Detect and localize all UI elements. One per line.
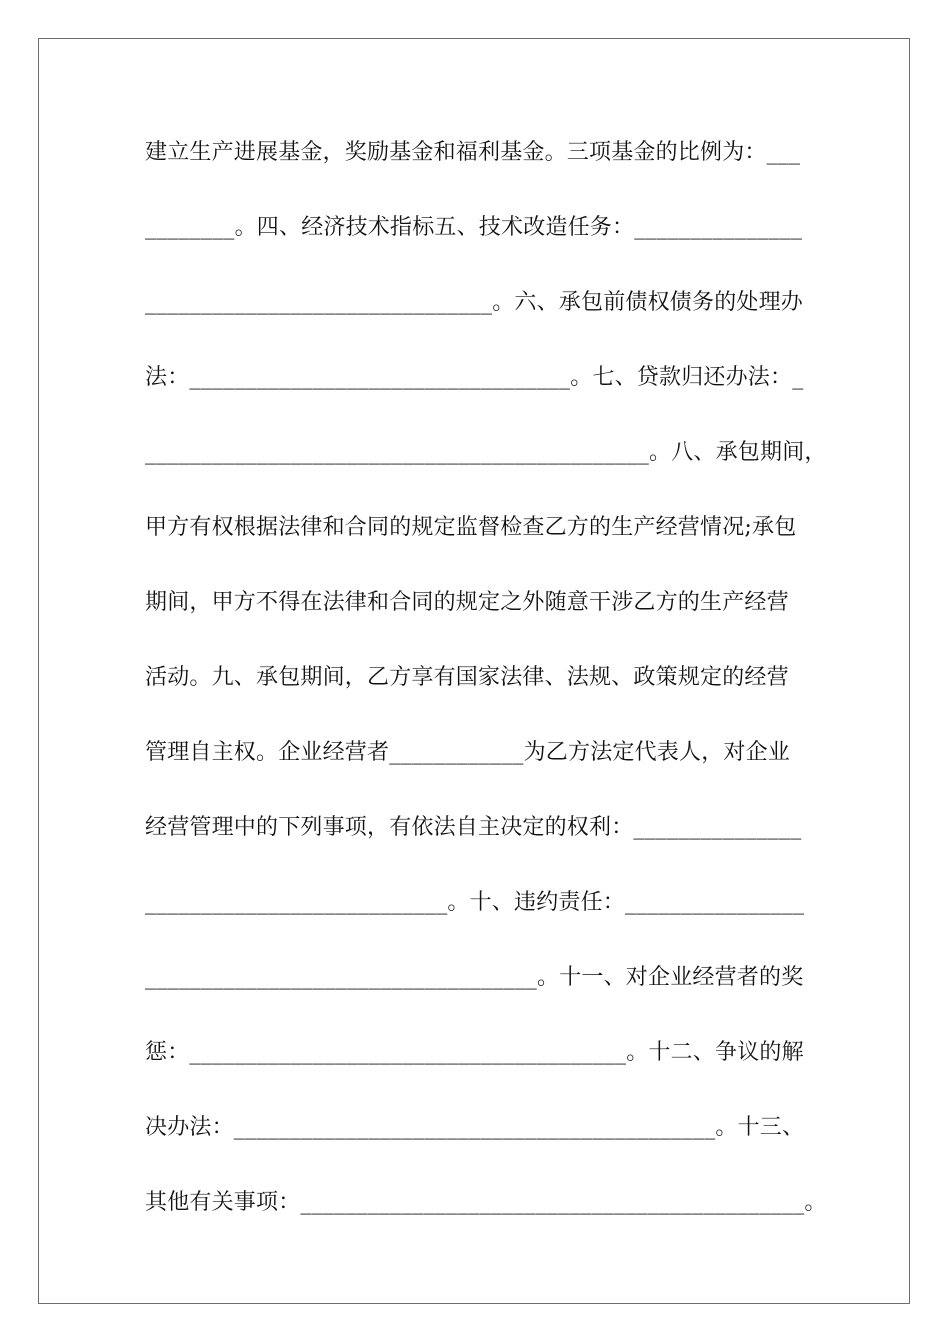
text-line: ___________________________。十、违约责任：________________ [145, 890, 805, 915]
text-line: 法：__________________________________。七、贷款归还办法：_ [145, 365, 804, 390]
text-line: 管理自主权。企业经营者____________为乙方法定代表人，对企业 [145, 740, 791, 765]
text-line: 甲方有权根据法律和合同的规定监督检查乙方的生产经营情况;承包 [145, 515, 797, 540]
text-line: 活动。九、承包期间，乙方享有国家法律、法规、政策规定的经营 [145, 665, 789, 690]
text-line: ___________________________________。十一、对企业经营者的奖 [145, 965, 804, 990]
text-line: 惩：_______________________________________。十二、争议的解 [145, 1040, 804, 1065]
text-line: 决办法：___________________________________________。十三、 [145, 1115, 805, 1140]
text-line: _______________________________。六、承包前债权债务的处理办 [145, 290, 804, 315]
text-line: 期间，甲方不得在法律和合同的规定之外随意干涉乙方的生产经营 [145, 590, 789, 615]
text-line: 其他有关事项：_____________________________________________。 [145, 1190, 827, 1215]
text-line: ________。四、经济技术指标五、技术改造任务：_______________ [145, 215, 803, 240]
text-line: 建立生产进展基金，奖励基金和福利基金。三项基金的比例为：___ [145, 140, 801, 165]
text-line: 经营管理中的下列事项，有依法自主决定的权利：_______________ [145, 815, 802, 840]
text-line: _____________________________________________。八、承包期间， [145, 440, 827, 465]
